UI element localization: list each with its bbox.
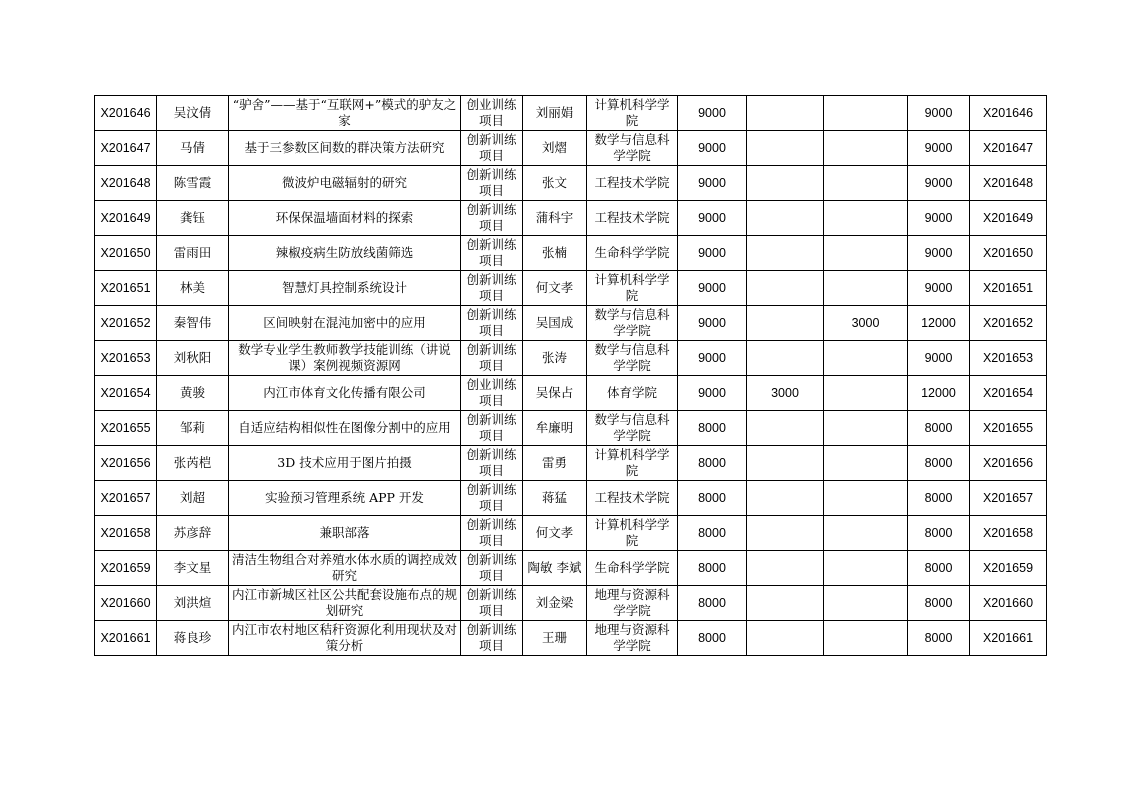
code-cell: X201647 [970,131,1047,166]
project-type-cell: 创新训练项目 [461,446,523,481]
project-name-cell: 清洁生物组合对养殖水体水质的调控成效研究 [229,551,461,586]
funding-1-cell: 8000 [678,516,747,551]
table-row [95,341,1047,376]
advisor-cell: 蒲科宇 [523,201,587,236]
project-type-cell: 创新训练项目 [461,131,523,166]
funding-1-cell: 9000 [678,131,747,166]
project-name-cell: 区间映射在混沌加密中的应用 [229,306,461,341]
project-name-cell: 环保保温墙面材料的探索 [229,201,461,236]
leader-cell: 黄骏 [157,376,229,411]
funding-1-cell: 8000 [678,411,747,446]
project-id-cell: X201658 [95,516,157,551]
advisor-cell: 刘金梁 [523,586,587,621]
advisor-cell: 张楠 [523,236,587,271]
college-cell: 数学与信息科学学院 [587,341,678,376]
college-cell: 数学与信息科学学院 [587,131,678,166]
total-cell: 8000 [908,586,970,621]
funding-2-cell [747,201,824,236]
total-cell: 9000 [908,131,970,166]
advisor-cell: 王珊 [523,621,587,656]
code-cell: X201651 [970,271,1047,306]
funding-3-cell [824,551,908,586]
funding-1-cell: 8000 [678,446,747,481]
funding-3-cell [824,621,908,656]
total-cell: 8000 [908,621,970,656]
project-id-cell: X201647 [95,131,157,166]
total-cell: 8000 [908,446,970,481]
project-type-cell: 创新训练项目 [461,306,523,341]
table-row [95,271,1047,306]
funding-3-cell [824,481,908,516]
leader-cell: 苏彦辞 [157,516,229,551]
funding-2-cell [747,446,824,481]
code-cell: X201661 [970,621,1047,656]
funding-2-cell [747,166,824,201]
college-cell: 计算机科学学院 [587,516,678,551]
funding-3-cell [824,586,908,621]
table-row [95,131,1047,166]
total-cell: 8000 [908,551,970,586]
table-row [95,621,1047,656]
table-row [95,236,1047,271]
total-cell: 12000 [908,306,970,341]
code-cell: X201653 [970,341,1047,376]
project-name-cell: 内江市新城区社区公共配套设施布点的规划研究 [229,586,461,621]
funding-2-cell: 3000 [747,376,824,411]
project-name-cell: 微波炉电磁辐射的研究 [229,166,461,201]
table-row [95,376,1047,411]
project-type-cell: 创新训练项目 [461,341,523,376]
total-cell: 9000 [908,341,970,376]
project-name-cell: 基于三参数区间数的群决策方法研究 [229,131,461,166]
total-cell: 8000 [908,411,970,446]
project-type-cell: 创新训练项目 [461,236,523,271]
project-name-cell: 兼职部落 [229,516,461,551]
college-cell: 生命科学学院 [587,551,678,586]
advisor-cell: 张涛 [523,341,587,376]
funding-1-cell: 9000 [678,96,747,131]
advisor-cell: 陶敏 李斌 [523,551,587,586]
college-cell: 体育学院 [587,376,678,411]
funding-2-cell [747,236,824,271]
table-row [95,201,1047,236]
project-name-cell: 内江市农村地区秸秆资源化利用现状及对策分析 [229,621,461,656]
project-type-cell: 创业训练项目 [461,376,523,411]
project-type-cell: 创新训练项目 [461,516,523,551]
leader-cell: 秦智伟 [157,306,229,341]
code-cell: X201658 [970,516,1047,551]
funding-2-cell [747,411,824,446]
table-row [95,446,1047,481]
code-cell: X201660 [970,586,1047,621]
college-cell: 数学与信息科学学院 [587,306,678,341]
table-row [95,481,1047,516]
advisor-cell: 刘丽娟 [523,96,587,131]
advisor-cell: 吴保占 [523,376,587,411]
funding-1-cell: 8000 [678,586,747,621]
funding-3-cell [824,376,908,411]
funding-1-cell: 9000 [678,306,747,341]
table-row [95,551,1047,586]
code-cell: X201652 [970,306,1047,341]
advisor-cell: 何文孝 [523,516,587,551]
college-cell: 地理与资源科学学院 [587,586,678,621]
project-id-cell: X201660 [95,586,157,621]
funding-3-cell [824,271,908,306]
project-id-cell: X201656 [95,446,157,481]
funding-3-cell [824,446,908,481]
leader-cell: 邹莉 [157,411,229,446]
code-cell: X201649 [970,201,1047,236]
code-cell: X201654 [970,376,1047,411]
code-cell: X201659 [970,551,1047,586]
leader-cell: 马倩 [157,131,229,166]
project-name-cell: 自适应结构相似性在图像分割中的应用 [229,411,461,446]
total-cell: 9000 [908,96,970,131]
college-cell: 工程技术学院 [587,481,678,516]
funding-1-cell: 9000 [678,166,747,201]
advisor-cell: 雷勇 [523,446,587,481]
funding-1-cell: 9000 [678,201,747,236]
total-cell: 8000 [908,481,970,516]
leader-cell: 陈雪霞 [157,166,229,201]
college-cell: 生命科学学院 [587,236,678,271]
funding-2-cell [747,271,824,306]
funding-2-cell [747,131,824,166]
funding-3-cell [824,516,908,551]
code-cell: X201656 [970,446,1047,481]
funding-3-cell [824,341,908,376]
funding-3-cell: 3000 [824,306,908,341]
funding-2-cell [747,516,824,551]
project-id-cell: X201646 [95,96,157,131]
project-type-cell: 创新训练项目 [461,481,523,516]
project-name-cell: 辣椒疫病生防放线菌筛选 [229,236,461,271]
project-type-cell: 创新训练项目 [461,411,523,446]
project-id-cell: X201661 [95,621,157,656]
funding-1-cell: 9000 [678,271,747,306]
advisor-cell: 刘熠 [523,131,587,166]
project-type-cell: 创新训练项目 [461,271,523,306]
project-type-cell: 创新训练项目 [461,201,523,236]
project-id-cell: X201651 [95,271,157,306]
leader-cell: 刘秋阳 [157,341,229,376]
project-id-cell: X201652 [95,306,157,341]
funding-2-cell [747,586,824,621]
leader-cell: 刘超 [157,481,229,516]
table-body [95,96,1047,656]
table-row [95,516,1047,551]
table-row [95,96,1047,131]
funding-3-cell [824,166,908,201]
college-cell: 地理与资源科学学院 [587,621,678,656]
code-cell: X201648 [970,166,1047,201]
project-name-cell: 3D 技术应用于图片拍摄 [229,446,461,481]
funding-1-cell: 8000 [678,621,747,656]
project-type-cell: 创新训练项目 [461,621,523,656]
college-cell: 计算机科学学院 [587,271,678,306]
project-id-cell: X201659 [95,551,157,586]
code-cell: X201657 [970,481,1047,516]
funding-1-cell: 9000 [678,376,747,411]
project-name-cell: “驴舍”——基于“互联网+”模式的驴友之家 [229,96,461,131]
leader-cell: 李文星 [157,551,229,586]
project-name-cell: 智慧灯具控制系统设计 [229,271,461,306]
project-id-cell: X201657 [95,481,157,516]
advisor-cell: 吴国成 [523,306,587,341]
advisor-cell: 牟廉明 [523,411,587,446]
funding-2-cell [747,551,824,586]
project-id-cell: X201649 [95,201,157,236]
code-cell: X201646 [970,96,1047,131]
leader-cell: 龚钰 [157,201,229,236]
funding-3-cell [824,131,908,166]
advisor-cell: 何文孝 [523,271,587,306]
project-table [94,95,1047,656]
funding-1-cell: 9000 [678,236,747,271]
project-id-cell: X201650 [95,236,157,271]
funding-2-cell [747,621,824,656]
project-type-cell: 创新训练项目 [461,551,523,586]
funding-1-cell: 9000 [678,341,747,376]
leader-cell: 林美 [157,271,229,306]
total-cell: 8000 [908,516,970,551]
project-name-cell: 数学专业学生教师教学技能训练（讲说课）案例视频资源网 [229,341,461,376]
project-name-cell: 实验预习管理系统 APP 开发 [229,481,461,516]
table-row [95,306,1047,341]
total-cell: 9000 [908,236,970,271]
leader-cell: 刘洪煊 [157,586,229,621]
funding-2-cell [747,96,824,131]
funding-3-cell [824,96,908,131]
advisor-cell: 张文 [523,166,587,201]
college-cell: 数学与信息科学学院 [587,411,678,446]
table-row [95,586,1047,621]
project-type-cell: 创业训练项目 [461,96,523,131]
funding-1-cell: 8000 [678,551,747,586]
project-name-cell: 内江市体育文化传播有限公司 [229,376,461,411]
project-type-cell: 创新训练项目 [461,166,523,201]
project-id-cell: X201654 [95,376,157,411]
code-cell: X201650 [970,236,1047,271]
funding-2-cell [747,341,824,376]
project-id-cell: X201653 [95,341,157,376]
funding-3-cell [824,236,908,271]
leader-cell: 张芮桤 [157,446,229,481]
code-cell: X201655 [970,411,1047,446]
college-cell: 工程技术学院 [587,201,678,236]
table-row [95,166,1047,201]
project-type-cell: 创新训练项目 [461,586,523,621]
project-id-cell: X201648 [95,166,157,201]
funding-1-cell: 8000 [678,481,747,516]
project-id-cell: X201655 [95,411,157,446]
leader-cell: 雷雨田 [157,236,229,271]
funding-2-cell [747,481,824,516]
college-cell: 计算机科学学院 [587,96,678,131]
table-row [95,411,1047,446]
funding-3-cell [824,411,908,446]
total-cell: 12000 [908,376,970,411]
advisor-cell: 蒋猛 [523,481,587,516]
total-cell: 9000 [908,271,970,306]
total-cell: 9000 [908,201,970,236]
college-cell: 工程技术学院 [587,166,678,201]
total-cell: 9000 [908,166,970,201]
funding-3-cell [824,201,908,236]
leader-cell: 吴汶倩 [157,96,229,131]
leader-cell: 蒋良珍 [157,621,229,656]
funding-2-cell [747,306,824,341]
college-cell: 计算机科学学院 [587,446,678,481]
